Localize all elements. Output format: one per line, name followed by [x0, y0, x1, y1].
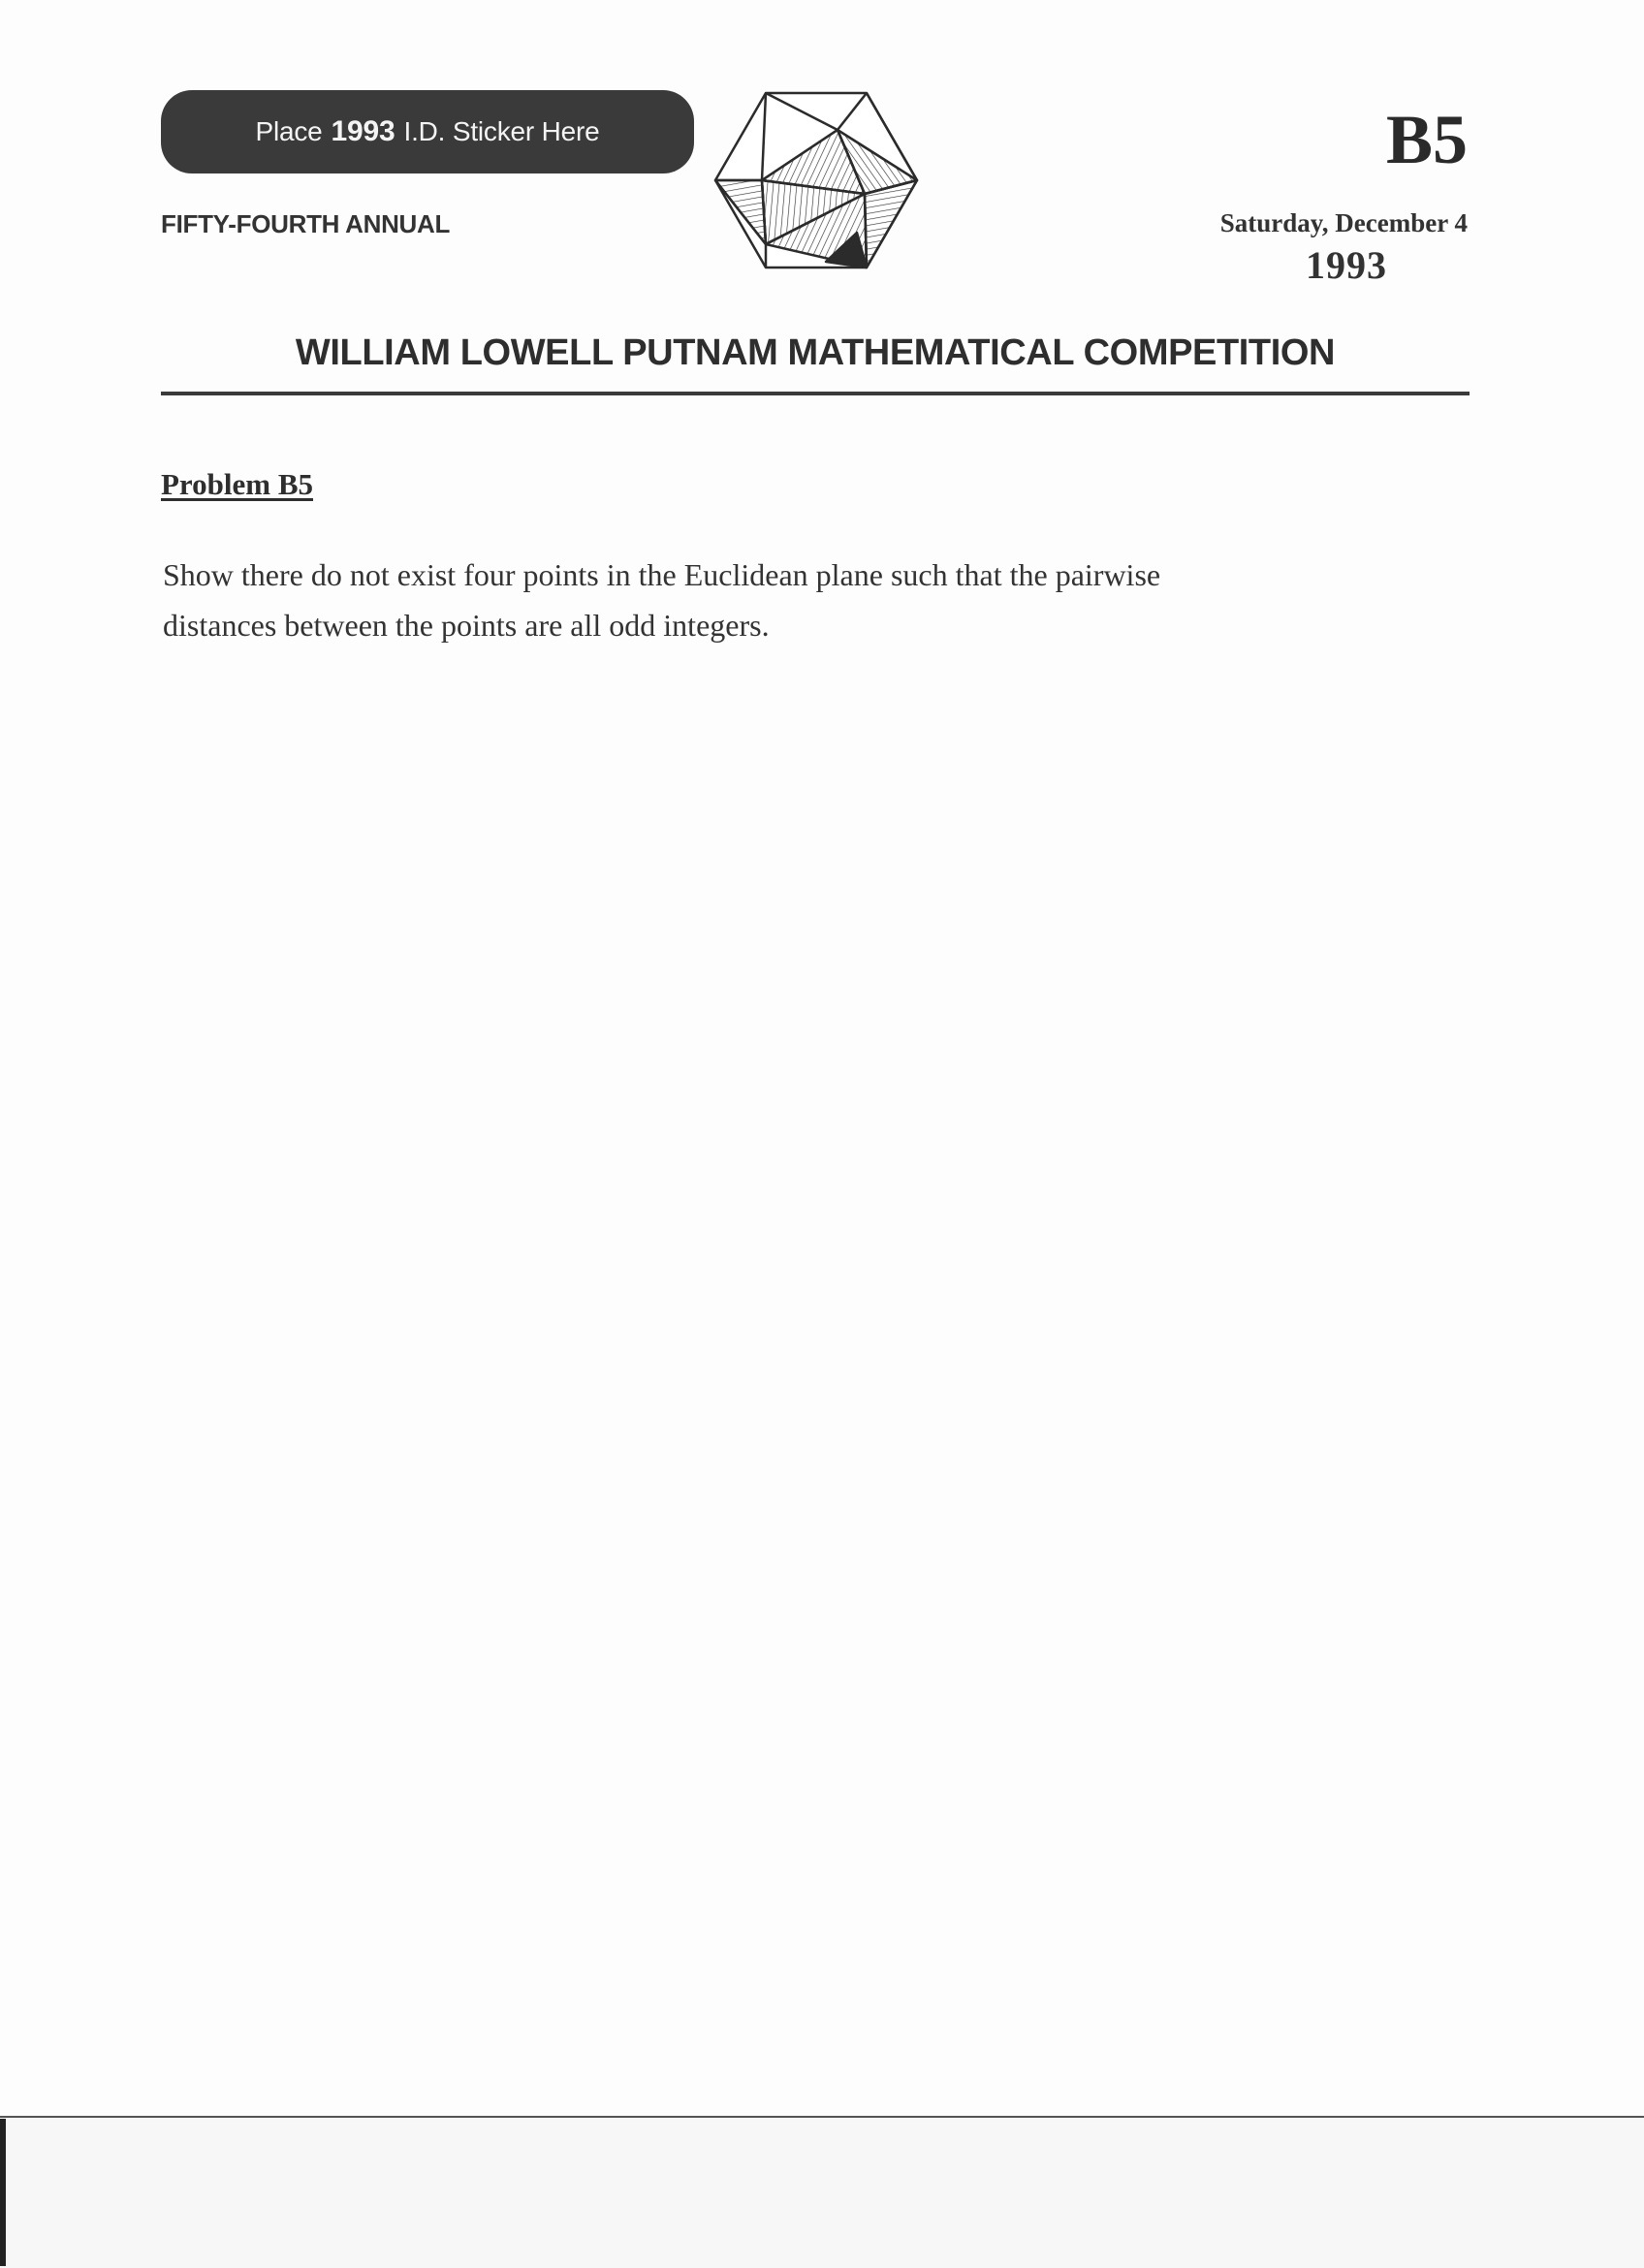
icosahedron-icon — [711, 87, 921, 273]
problem-line-1: Show there do not exist four points in the Euclidean plane such that the pairwise — [163, 557, 1161, 592]
fold-edge — [0, 2119, 6, 2266]
sticker-year: 1993 — [331, 115, 395, 147]
page-fold — [0, 2116, 1644, 2268]
title-rule — [161, 392, 1470, 395]
problem-line-2: distances between the points are all odd integers. — [163, 608, 770, 643]
sticker-prefix: Place — [255, 116, 323, 146]
problem-statement — [163, 550, 1326, 650]
id-sticker-area — [161, 90, 694, 173]
annual-label: FIFTY-FOURTH ANNUAL — [161, 209, 451, 238]
competition-title: WILLIAM LOWELL PUTNAM MATHEMATICAL COMPETITION — [295, 332, 1336, 373]
exam-year: 1993 — [1306, 243, 1387, 287]
sticker-suffix: I.D. Sticker Here — [403, 116, 600, 146]
problem-heading: Problem B5 — [161, 467, 313, 501]
exam-date: Saturday, December 4 — [1219, 208, 1468, 237]
exam-code: B5 — [1385, 101, 1468, 178]
